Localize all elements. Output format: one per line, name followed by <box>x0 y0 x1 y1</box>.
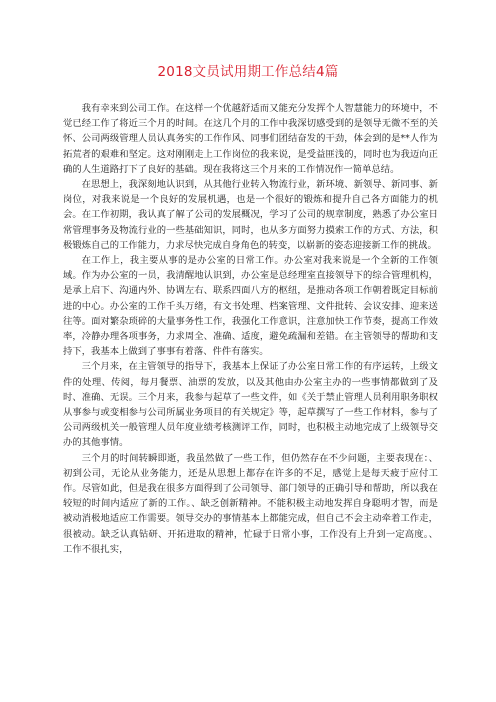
paragraph-thinking: 在思想上，我深刻地认识到，从其他行业转入物流行业，新环境、新领导、新同事、新岗位，对我来说是一个良好的发展机遇，也是一个很好的锻炼和提升自己各方面能力的机会。在工作初期，我认真了解了公司的发展概况，学习了公司的规章制度，熟悉了办公室日常管理事务及物流行业的一些基础知识，同时，也从多方面努力摸索工作的方式、方法，积极锻炼自己的工作能力，力求尽快完成自身角色的转变，以崭新的姿态迎接新工作的挑战。 <box>63 179 438 251</box>
document-body <box>63 101 438 557</box>
document-title: 2018文员试用期工作总结4篇 <box>157 64 339 80</box>
paragraph-problems: 三个月的时间转瞬即逝，我虽然做了一些工作，但仍然存在不少问题，主要表现在：、初到公司，无论从业务能力，还是从思想上都存在许多的不足，感觉上是每天疲于应付工作。尽管如此，但是我在很多方面得到了公司领导、部门领导的正确引导和帮助，所以我在较短的时间内适应了新的工作。、缺乏创新精神。不能积极主动地发挥自身聪明才智，而是被动消极地适应工作需要。领导交办的事情基本上都能完成，但自己不会主动牵着工作走，很被动。缺乏认真钻研、开拓进取的精神，忙碌于日常小事，工作没有上升到一定高度。、工作不很扎实， <box>63 452 438 555</box>
paragraph-achievements: 三个月来，在主管领导的指导下，我基本上保证了办公室日常工作的有序运转，上级文件的处理、传阅，每月餐票、油票的发放，以及其他由办公室主办的一些事情都做到了及时、准确、无误。三个月来，我参与起草了一些文件，如《关于禁止管理人员利用职务职权从事参与或变相参与公司所属业务项目的有关规定》等，起草撰写了一些工作材料，参与了公司两级机关一般管理人员年度业绩考核测评工作，同时，也积极主动地完成了上级领导交办的其他事情。 <box>63 361 438 449</box>
paragraph-intro: 我有幸来到公司工作。在这样一个优越舒适而又能充分发挥个人智慧能力的环境中，不觉已经工作了将近三个月的时间。在这几个月的工作中我深切感受到的是领导无微不至的关怀、公司两级管理人员认真务实的工作作风、同事们团结奋发的干劲，体会到的是**人作为拓荒者的艰难和坚定。这对刚刚走上工作岗位的我来说，是受益匪浅的，同时也为我迈向正确的人生道路打下了良好的基础。现在我将这三个月来的工作情况作一简单总结。 <box>63 103 438 175</box>
paragraph-work: 在工作上，我主要从事的是办公室的日常工作。办公室对我来说是一个全新的工作领域。作为办公室的一员，我清醒地认识到，办公室是总经理室直接领导下的综合管理机构，是承上启下、沟通内外、协调左右、联系四面八方的枢纽，是推动各项工作朝着既定目标前进的中心。办公室的工作千头万绪，有文书处理、档案管理、文件批转、会议安排、迎来送往等。面对繁杂琐碎的大量事务性工作，我强化工作意识，注意加快工作节奏，提高工作效率，冷静办理各项事务，力求周全、准确、适度，避免疏漏和差错。在主管领导的帮助和支持下，我基本上做到了事事有着落、件件有落实。 <box>63 255 438 358</box>
